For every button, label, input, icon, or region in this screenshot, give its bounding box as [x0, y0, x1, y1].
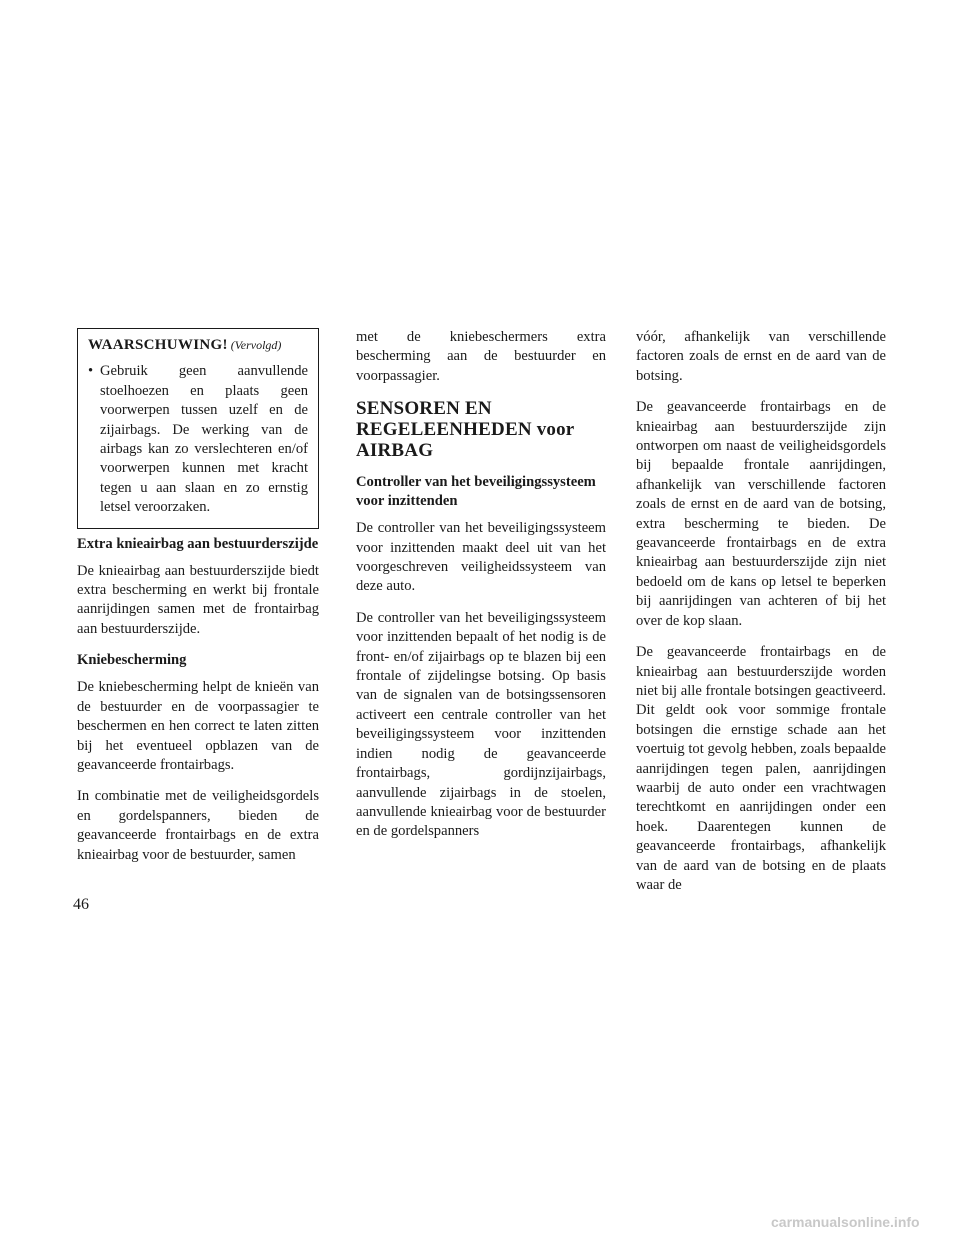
paragraph-knee-protection: De kniebescherming helpt de knieën van de bestuurder en de voorpassagier te beschermen en hen correct te laten zitten bij het eventueel opblazen van de geavanceerde frontairbags.: [77, 679, 319, 773]
warning-box: [77, 328, 319, 529]
paragraph-controller-2: De controller van het beveiligingssysteem voor inzittenden bepaalt of het nodig is de front- en/of zijairbags op te blazen bij een frontale of zijdelingse botsing. Op basis van de signalen van de botsingssensoren activeert een centrale controller van het beveiligingssysteem voor inzittenden indien nodig de geavanceerde frontairbags, gordijnzijairbags, aanvullende zijairbags in de stoelen, aanvullende knieairbag voor de bestuurder en de gordelspanners: [356, 609, 606, 840]
paragraph-frontairbags-2: De geavanceerde frontairbags en de knieairbag aan bestuurderszijde worden niet bij alle frontale botsingen geactiveerd. Dit geldt ook voor sommige frontale botsingen die ernstige schade aan het voertuig tot gevolg hebben, zoals bepaalde aanrijdingen tegen palen, aanrijdingen waarbij de auto onder een vrachtwagen terechtkomt en aanrijdingen onder een hoek. Daarentegen kunnen de geavanceerde frontairbags, afhankelijk van de aard van de botsing en de plaats waar de: [636, 644, 886, 893]
page-number: 46: [73, 896, 89, 913]
column-2: [356, 328, 606, 854]
column-3: [636, 328, 886, 907]
heading-knee-protection: Kniebescherming: [77, 652, 187, 669]
heading-knee-airbag: Extra knieairbag aan bestuurderszijde: [77, 535, 319, 552]
paragraph-frontairbags-1: De geavanceerde frontairbags en de knieairbag aan bestuurderszijde zijn ontworpen om naast de veiligheidsgordels bij bepaalde frontale aanrijdingen, afhankelijk van verschillende factoren zoals de ernst en de aard van de botsing, extra bescherming te bieden. De geavanceerde frontairbags en de extra knieairbag aan bestuurderszijde zijn niet bedoeld om de kans op letsel te beperken bij aanrijdingen van achteren of bij het over de kop slaan.: [636, 399, 886, 629]
section-title: SENSOREN EN REGELEENHEDEN voor AIRBAG: [356, 398, 575, 462]
warning-title: [88, 336, 308, 355]
paragraph-knee-airbag: De knieairbag aan bestuurderszijde biedt extra bescherming en werkt bij frontale aanrijdingen samen met de frontairbag aan bestuurderszijde.: [77, 562, 319, 637]
bullet-icon: •: [88, 363, 94, 380]
warning-title-text: WAARSCHUWING!: [88, 337, 228, 353]
paragraph-combination: In combinatie met de veiligheidsgordels en gordelspanners, bieden de geavanceerde frontairbags en de extra knieairbag voor de bestuurder, samen: [77, 788, 319, 863]
paragraph-controller-1: De controller van het beveiligingssysteem voor inzittenden maakt deel uit van het voorgeschreven veiligheidssysteem van deze auto.: [356, 520, 606, 595]
paragraph-continued: met de kniebeschermers extra bescherming aan de bestuurder en voorpassagier.: [356, 329, 606, 384]
warning-bullet: [88, 362, 308, 517]
column-1: [77, 328, 319, 877]
warning-continued: (Vervolgd): [230, 338, 282, 352]
watermark: carmanualsonline.info: [771, 1214, 920, 1230]
heading-controller: Controller van het beveiligingssysteem voor inzittenden: [356, 474, 596, 510]
warning-bullet-text: Gebruik geen aanvullende stoelhoezen en plaats geen voorwerpen tussen uzelf en de zijairbags. De werking van de airbags kan zo verslechteren en/of voorwerpen kunnen met kracht tegen u aan slaan en zo ernstig letsel veroorzaken.: [100, 363, 308, 516]
paragraph-continued-2: vóór, afhankelijk van verschillende factoren zoals de ernst en de aard van de botsing.: [636, 329, 886, 384]
